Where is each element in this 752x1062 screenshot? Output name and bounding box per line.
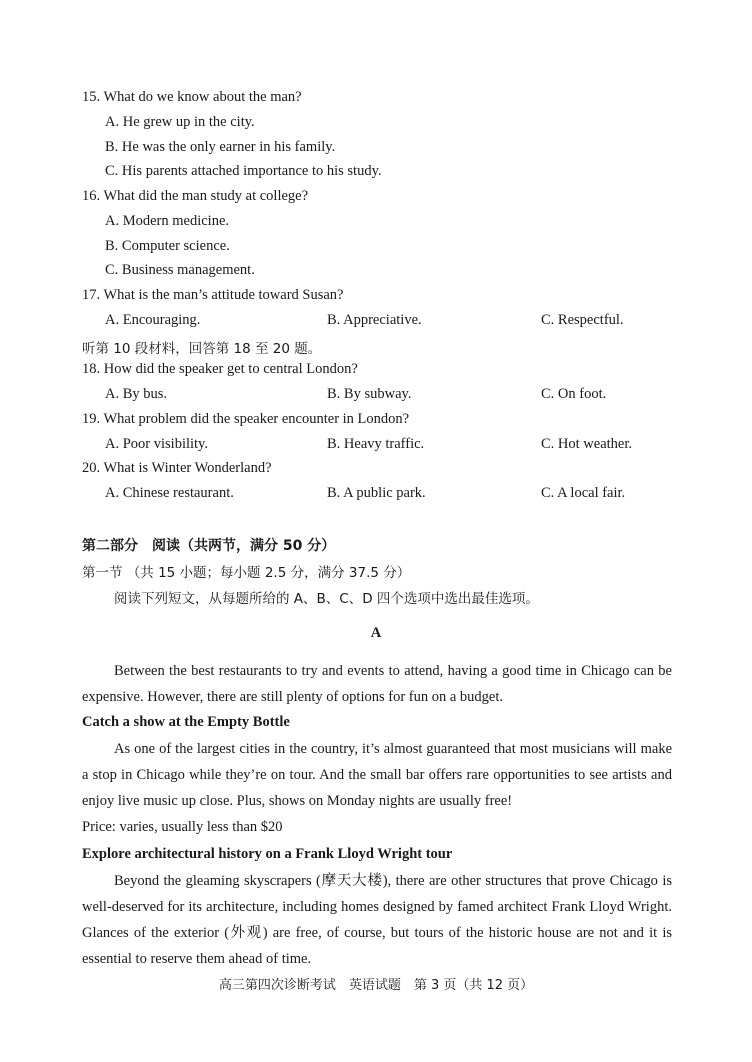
- passage-item-2-body: [82, 868, 672, 972]
- passage-intro-text: Between the best restaurants to try and events to attend, having a good time in Chicago can be expensive. However, there are still plenty of options for fun on a budget.: [82, 663, 672, 705]
- question-17-option-a: A. Encouraging.: [105, 312, 201, 328]
- passage-intro: [82, 658, 672, 710]
- question-19-stem: 19. What problem did the speaker encounter in London?: [82, 411, 410, 427]
- question-15-option-b: B. He was the only earner in his family.: [105, 139, 336, 155]
- page-footer: 高三第四次诊断考试 英语试题 第 3 页（共 12 页）: [218, 978, 534, 993]
- passage-item-2-title: Explore architectural history on a Frank Lloyd Wright tour: [82, 846, 453, 862]
- listening-instruction-10: 听第 10 段材料，回答第 18 至 20 题。: [82, 341, 322, 357]
- passage-item-1-price: Price: varies, usually less than $20: [82, 819, 283, 835]
- question-15-option-c: C. His parents attached importance to his study.: [105, 163, 382, 179]
- question-20-option-a: A. Chinese restaurant.: [105, 485, 234, 501]
- question-17-stem: 17. What is the man’s attitude toward Susan?: [82, 287, 344, 303]
- section-1-title: 第一节 （共 15 小题；每小题 2.5 分，满分 37.5 分）: [82, 565, 411, 581]
- question-15-option-a: A. He grew up in the city.: [105, 114, 255, 130]
- question-18-stem: 18. How did the speaker get to central London?: [82, 361, 358, 377]
- question-20-stem: 20. What is Winter Wonderland?: [82, 460, 272, 476]
- question-16-stem: 16. What did the man study at college?: [82, 188, 309, 204]
- passage-item-1-body: [82, 736, 672, 814]
- question-19-option-b: B. Heavy traffic.: [327, 436, 425, 452]
- question-16-option-c: C. Business management.: [105, 262, 255, 278]
- question-19-option-c: C. Hot weather.: [541, 436, 633, 452]
- section-1-instruction: 阅读下列短文，从每题所给的 A、B、C、D 四个选项中选出最佳选项。: [114, 591, 539, 607]
- question-16-option-a: A. Modern medicine.: [105, 213, 230, 229]
- question-18-option-a: A. By bus.: [105, 386, 168, 402]
- part-2-title: 第二部分 阅读（共两节，满分 50 分）: [82, 538, 336, 554]
- passage-item-1-title: Catch a show at the Empty Bottle: [82, 714, 290, 730]
- passage-item-2-body-text: Beyond the gleaming skyscrapers (摩天大楼), there are other structures that prove Chicago is well-deserved for its architecture, including homes designed by famed architect Frank Lloyd Wright. Glances of the exterior (外观) are free, of course, but tours of the historic house are not and it is essential to reserve them ahead of time.: [82, 873, 672, 967]
- question-16-option-b: B. Computer science.: [105, 238, 230, 254]
- question-18-option-c: C. On foot.: [541, 386, 607, 402]
- question-19-option-a: A. Poor visibility.: [105, 436, 208, 452]
- passage-item-1-body-text: As one of the largest cities in the country, it’s almost guaranteed that most musicians will make a stop in Chicago while they’re on tour. And the small bar offers rare opportunities to see artists and enjoy live music up close. Plus, shows on Monday nights are usually free!: [82, 741, 672, 809]
- question-17-option-b: B. Appreciative.: [327, 312, 422, 328]
- passage-label: A: [370, 625, 382, 641]
- question-15-stem: 15. What do we know about the man?: [82, 89, 302, 105]
- question-18-option-b: B. By subway.: [327, 386, 412, 402]
- question-20-option-b: B. A public park.: [327, 485, 426, 501]
- question-20-option-c: C. A local fair.: [541, 485, 626, 501]
- question-17-option-c: C. Respectful.: [541, 312, 624, 328]
